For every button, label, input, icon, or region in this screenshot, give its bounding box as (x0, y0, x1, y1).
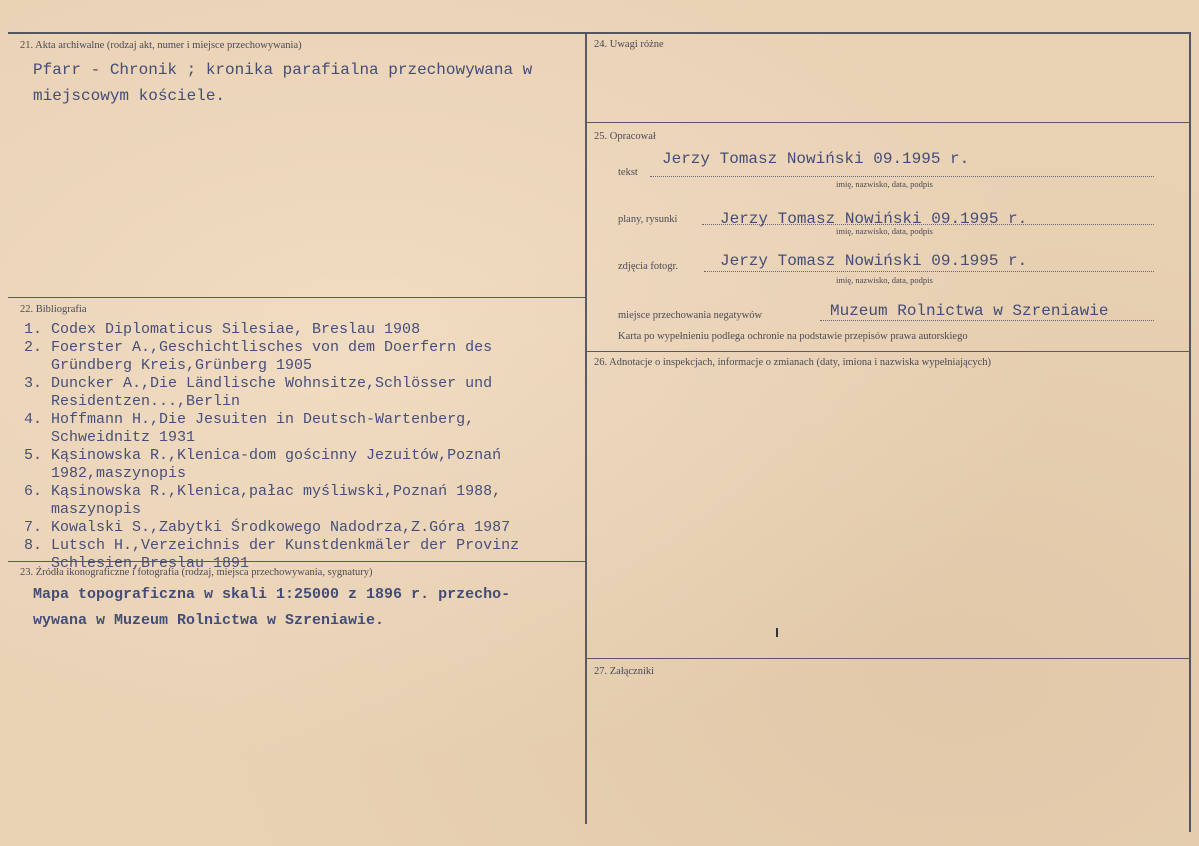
plany-value: Jerzy Tomasz Nowiński 09.1995 r. (720, 210, 1028, 228)
tekst-value: Jerzy Tomasz Nowiński 09.1995 r. (662, 150, 970, 168)
bibliography-line: 1. Codex Diplomaticus Silesiae, Breslau 1908 (24, 321, 421, 338)
section-23-label: 23. Źródła ikonograficzne i fotografia (rodzaj, miejsca przechowywania, sygnatury) (20, 567, 373, 578)
section-27-label: 27. Załączniki (594, 666, 655, 677)
bibliography-line: Schweidnitz 1931 (24, 429, 196, 446)
section-26-label: 26. Adnotacje o inspekcjach, informacje o zmianach (daty, imiona i nazwiska wypełniających) (594, 357, 992, 368)
bibliography-line: 8. Lutsch H.,Verzeichnis der Kunstdenkmäler der Provinz (24, 537, 520, 554)
divider-21-22 (8, 297, 585, 298)
divider-26-27 (587, 658, 1190, 659)
section-21-text-line-2: miejscowym kościele. (33, 87, 226, 105)
pen-mark (776, 628, 778, 637)
bibliography-line: Gründberg Kreis,Grünberg 1905 (24, 357, 313, 374)
section-21-label: 21. Akta archiwalne (rodzaj akt, numer i miejsce przechowywania) (20, 40, 302, 51)
bibliography-line: 6. Kąsinowska R.,Klenica,pałac myśliwski,Poznań 1988, (24, 483, 502, 500)
section-23-text-line-2: wywana w Muzeum Rolnictwa w Szreniawie. (33, 612, 385, 629)
zdjecia-caption: imię, nazwisko, data, podpis (836, 275, 933, 285)
bibliography-line: 1982,maszynopis (24, 465, 187, 482)
bibliography-line: 2. Foerster A.,Geschichtlisches von dem Doerfern des (24, 339, 493, 356)
plany-caption: imię, nazwisko, data, podpis (836, 226, 933, 236)
bibliography-line: Schlesien,Breslau 1891 (24, 555, 250, 572)
card-right-border (1189, 32, 1191, 832)
column-divider (585, 34, 587, 824)
card-top-border (8, 32, 1191, 34)
bibliography-line: 3. Duncker A.,Die Ländlische Wohnsitze,Schlösser und (24, 375, 493, 392)
divider-25-26 (587, 351, 1190, 352)
section-23-text-line-1: Mapa topograficzna w skali 1:25000 z 1896 r. przecho- (33, 586, 511, 603)
tekst-caption: imię, nazwisko, data, podpis (836, 179, 933, 189)
negatywy-dotted-line (820, 320, 1154, 321)
divider-24-25 (587, 122, 1190, 123)
bibliography-line: Residentzen...,Berlin (24, 393, 241, 410)
zdjecia-dotted-line (704, 271, 1154, 272)
plany-label: plany, rysunki (618, 214, 678, 225)
zdjecia-label: zdjęcia fotogr. (618, 261, 679, 272)
negatywy-value: Muzeum Rolnictwa w Szreniawie (830, 302, 1109, 320)
bibliography-line: 7. Kowalski S.,Zabytki Środkowego Nadodrza,Z.Góra 1987 (24, 519, 511, 536)
bibliography-line: 4. Hoffmann H.,Die Jesuiten in Deutsch-Wartenberg, (24, 411, 475, 428)
bibliography-line: 5. Kąsinowska R.,Klenica-dom gościnny Jezuitów,Poznań (24, 447, 502, 464)
section-25-label: 25. Opracował (594, 131, 656, 142)
tekst-dotted-line (650, 176, 1154, 177)
zdjecia-value: Jerzy Tomasz Nowiński 09.1995 r. (720, 252, 1028, 270)
bibliography-list (24, 321, 519, 573)
copyright-note: Karta po wypełnieniu podlega ochronie na podstawie przepisów prawa autorskiego (618, 331, 968, 342)
section-22-label: 22. Bibliografia (20, 304, 87, 315)
bibliography-line: maszynopis (24, 501, 142, 518)
section-24-label: 24. Uwagi różne (594, 39, 664, 50)
tekst-label: tekst (618, 167, 638, 178)
section-21-text-line-1: Pfarr - Chronik ; kronika parafialna przechowywana w (33, 61, 533, 79)
negatywy-label: miejsce przechowania negatywów (618, 310, 763, 321)
